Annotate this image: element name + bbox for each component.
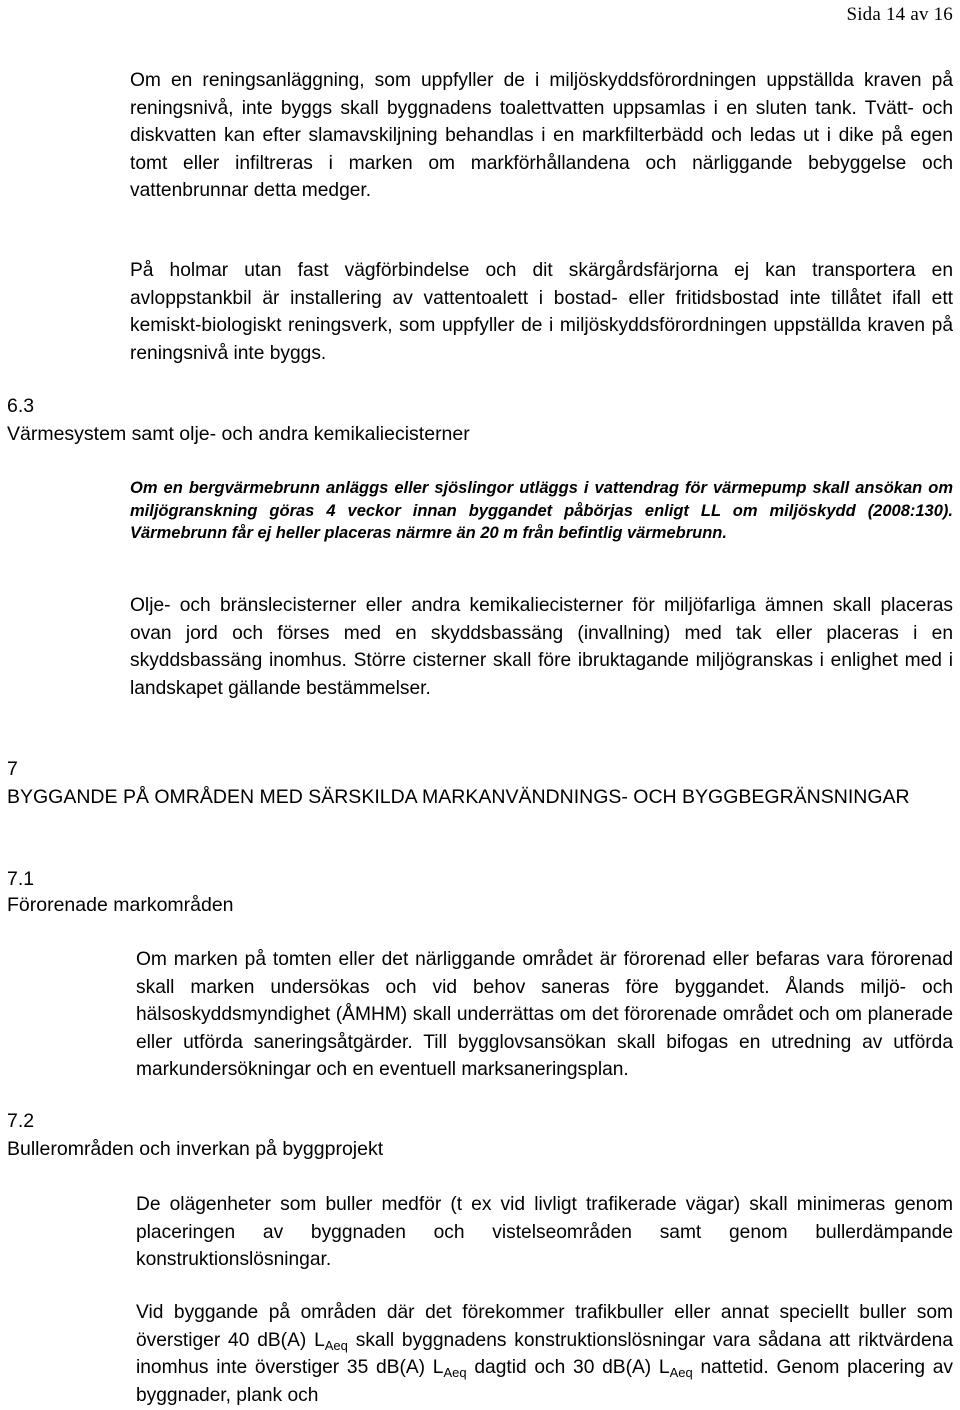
section-7-1-number: 7.1 xyxy=(7,868,35,890)
paragraph-reningsanlaggning: Om en reningsanläggning, som uppfyller de i miljöskyddsförordningen uppställda kraven på reningsnivå, inte byggs skall byggnadens toalettvatten uppsamlas i en sluten tank. Tvätt- och diskvatten kan efter slamavskiljning behandlas i en markfilterbädd och ledas ut i dike på egen tomt eller infiltreras i marken om markförhållandena och närliggande bebyggelse och vattenbrunnar detta medger. xyxy=(130,70,953,201)
trafikbuller-text-3: dagtid och 30 dB(A) L xyxy=(466,1357,670,1378)
trafikbuller-text-4: nattetid. Genom placering av byggnader, plank och xyxy=(136,1357,953,1406)
paragraph-holmar: På holmar utan fast vägförbindelse och dit skärgårdsfärjorna ej kan transportera en avloppstankbil är installering av vattentoalett i bostad- eller fritidsbostad inte tillåtet ifall ett kemiskt-biologiskt reningsverk, som uppfyller de i miljöskyddsförordningen uppställda kraven på reningsnivå inte byggs. xyxy=(130,260,953,364)
trafikbuller-text-2: skall byggnadens konstruktionslösningar vara sådana att riktvärdena inomhus inte överstiger 35 dB(A) L xyxy=(136,1329,953,1378)
paragraph-fororenad-mark: Om marken på tomten eller det närliggande området är förorenad eller befaras vara förorenad skall marken undersökas och vid behov saneras före byggandet. Ålands miljö- och hälsoskyddsmyndighet (ÅMHM) skall underrättas om det förorenade området och om planerade eller utförda saneringsåtgärder. Till bygglovsansökan skall bifogas en utredning av utförda markundersökningar och en eventuell marksaneringsplan. xyxy=(136,949,953,1080)
section-6-3-number: 6.3 xyxy=(7,395,35,417)
paragraph-cisterner: Olje- och bränslecisterner eller andra kemikaliecisterner för miljöfarliga ämnen skall placeras ovan jord och förses med en skyddsbassäng (invallning) med tak eller placeras i en skyddsbassäng inomhus. Större cisterner skall före ibruktagande miljögranskas i enlighet med i landskapet gällande bestämmelser. xyxy=(130,595,953,699)
paragraph-olagenheter-buller: De olägenheter som buller medför (t ex vid livligt trafikerade vägar) skall minimeras genom placeringen av byggnaden och vistelseområden samt genom bullerdämpande konstruktionslösningar. xyxy=(136,1194,953,1270)
laeq-subscript-3: Aeq xyxy=(669,1365,693,1380)
section-7-2-title: Bullerområden och inverkan på byggprojekt xyxy=(7,1138,384,1160)
trafikbuller-text-1: Vid byggande på områden där det förekommer trafikbuller eller annat speciellt buller som överstiger 40 dB(A) L xyxy=(136,1302,953,1351)
page-number: Sida 14 av 16 xyxy=(846,4,953,25)
section-7-2-number: 7.2 xyxy=(7,1110,35,1132)
section-7-title: BYGGANDE PÅ OMRÅDEN MED SÄRSKILDA MARKANVÄNDNINGS- OCH BYGGBEGRÄNSNINGAR xyxy=(7,786,910,808)
paragraph-trafikbuller xyxy=(136,1299,953,1409)
paragraph-bergvarmebrunn: Om en bergvärmebrunn anläggs eller sjöslingor utläggs i vattendrag för värmepump skall ansökan om miljögranskning göras 4 veckor innan byggandet påbörjas enligt LL om miljöskydd (2008:130). Värmebrunn får ej heller placeras närmre än 20 m från befintlig värmebrunn. xyxy=(130,479,953,543)
laeq-subscript-2: Aeq xyxy=(443,1365,467,1380)
section-6-3-title: Värmesystem samt olje- och andra kemikaliecisterner xyxy=(7,423,470,445)
laeq-subscript-1: Aeq xyxy=(324,1337,348,1353)
section-7-number: 7 xyxy=(7,758,18,780)
section-7-1-title: Förorenade markområden xyxy=(7,894,234,916)
